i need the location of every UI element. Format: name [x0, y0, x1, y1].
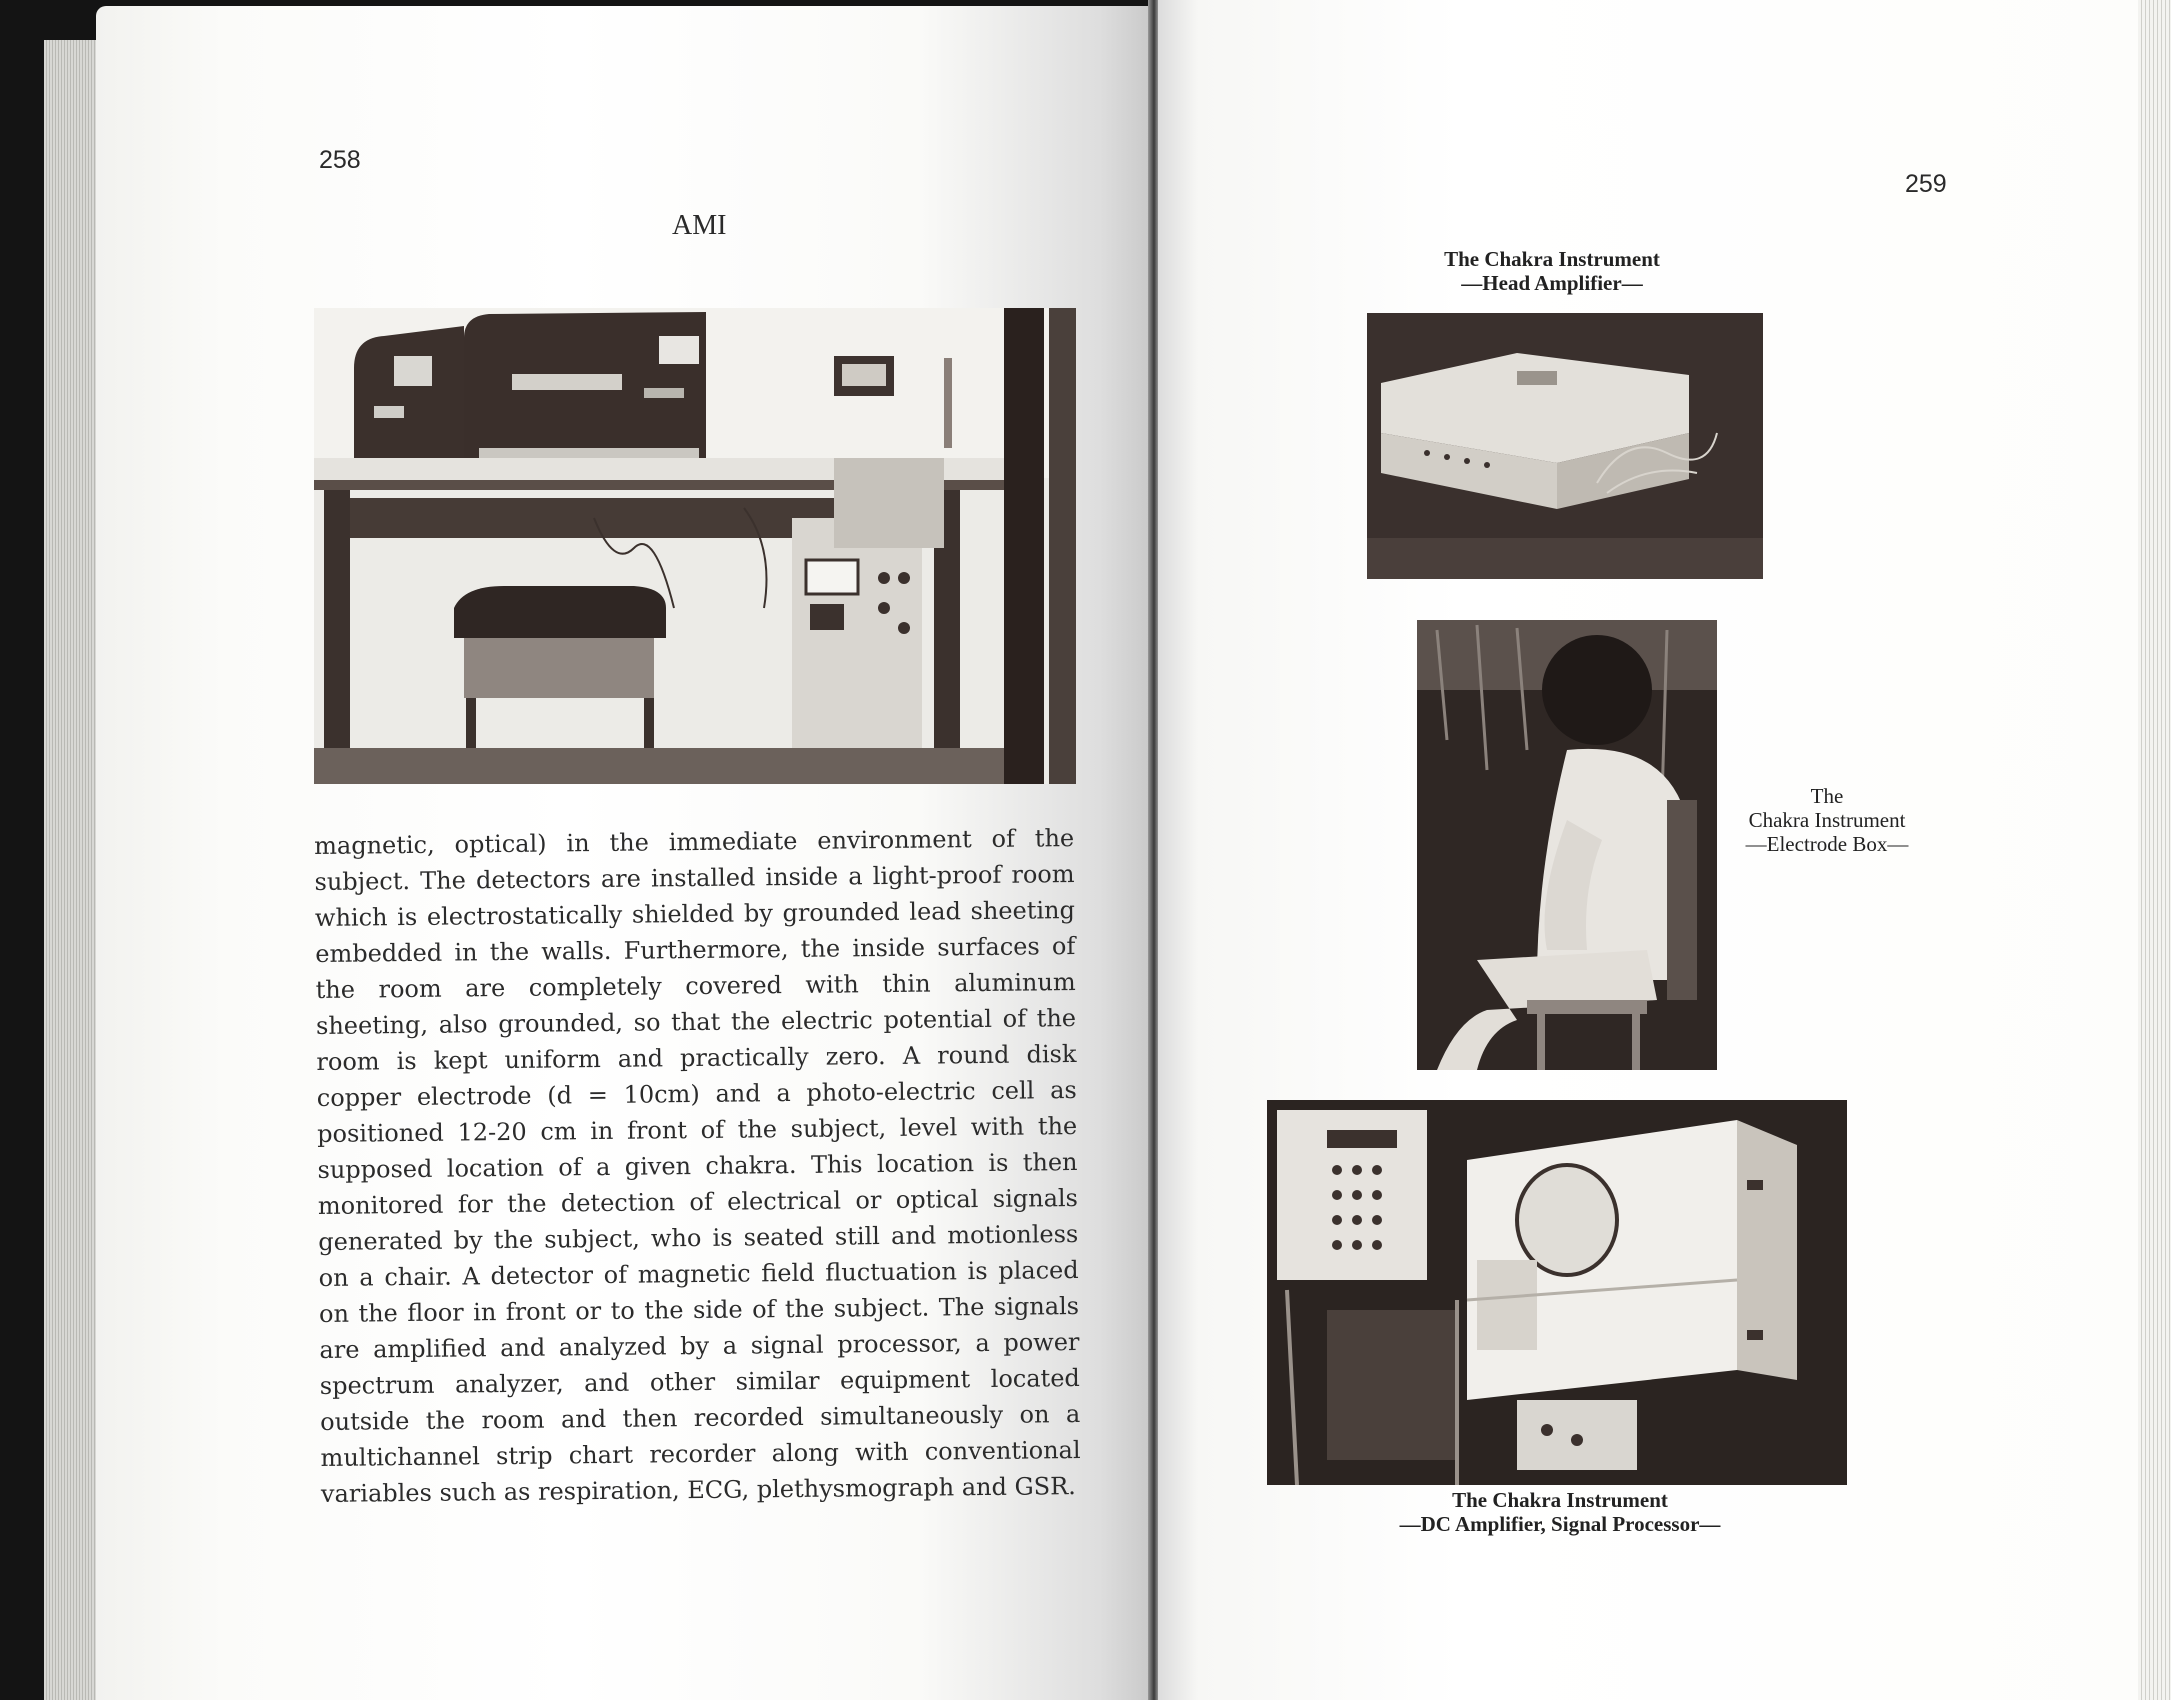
head-amplifier-photo: [1367, 313, 1763, 579]
caption-line: The Chakra Instrument: [1452, 1488, 1668, 1512]
caption-line: —Head Amplifier—: [1461, 271, 1643, 295]
page-edge-stack-right: [2138, 0, 2171, 1700]
page-number-right: 259: [1905, 170, 1947, 198]
head-amplifier-illustration: [1367, 313, 1763, 579]
electrode-box-illustration: [1417, 620, 1717, 1070]
electrode-box-photo: [1417, 620, 1717, 1070]
caption-line: Chakra Instrument: [1748, 808, 1906, 832]
running-head: AMI: [672, 210, 727, 241]
caption-electrode-box: [1722, 784, 1932, 856]
dc-amplifier-illustration: [1267, 1100, 1847, 1485]
body-paragraph: magnetic, optical) in the immediate environment of the subject. The detectors are installed inside a light-proof room which is electrostatically shielded by grounded lead sheeting embedded in the walls. Furthermore, the inside surfaces of the room are completely covered with thin aluminum sheeting, also grounded, so that the electric potential of the room is kept uniform and practically zero. A round disk copper electrode (d = 10cm) and a photo-electric cell as positioned 12-20 cm in front of the subject, level with the supposed location of a given chakra. This location is then monitored for the detection of electrical or optical signals generated by the subject, who is seated still and motionless on a chair. A detector of magnetic field fluctuation is placed on the floor in front or to the side of the subject. The signals are amplified and analyzed by a signal processor, a power spectrum analyzer, and other similar equipment located outside the room and then recorded simultaneously on a multichannel strip chart recorder along with conventional variables such as respiration, ECG, plethysmograph and GSR.: [314, 824, 1081, 1508]
page-edge-stack-left: [44, 40, 104, 1700]
caption-head-amplifier: [1402, 247, 1702, 295]
page-number-left: 258: [319, 146, 361, 174]
caption-dc-amplifier: [1340, 1488, 1780, 1536]
lab-equipment-photo: [314, 308, 1076, 784]
caption-line: The Chakra Instrument: [1444, 247, 1660, 271]
caption-line: The: [1810, 784, 1844, 808]
caption-line: —DC Amplifier, Signal Processor—: [1399, 1512, 1721, 1536]
caption-line: —Electrode Box—: [1745, 832, 1909, 856]
dc-amplifier-photo: [1267, 1100, 1847, 1485]
lab-equipment-illustration: [314, 308, 1076, 784]
